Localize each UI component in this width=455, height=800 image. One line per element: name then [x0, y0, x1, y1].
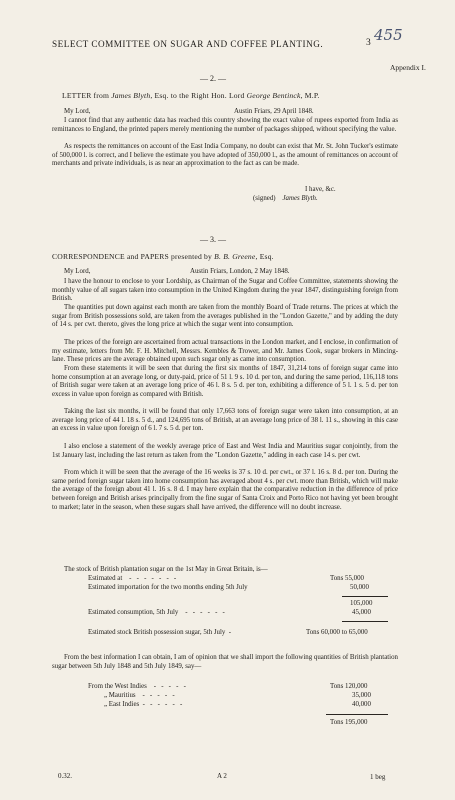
stock-intro: The stock of British plantation sugar on the 1st May in Great Britain, is— — [64, 566, 268, 573]
import-row-label: „ Mauritius - - - - - — [104, 692, 175, 699]
stock-label: Estimated stock British possession sugar, 5th July - — [88, 629, 232, 636]
imports-total-rule — [326, 714, 388, 715]
consumption-rule — [342, 621, 388, 622]
import-row-value: Tons 120,000 — [330, 683, 368, 690]
page-number: 3 — [366, 38, 371, 48]
stock-value: Tons 60,000 to 65,000 — [306, 629, 368, 636]
section-3-paragraph-3: The prices of the foreign are ascertained from actual transactions in the London market, and I enclose, in confirmation of my estimate, letters from Mr. F. H. Mitchell, Messrs. Kembles & Trower, and Mr. James Cook, sugar brokers in Mincing-lane. These prices are the average obtained upon such sugar only as came into consumption. — [52, 339, 398, 364]
section-2-number: — 2. — — [200, 74, 226, 83]
section-3-paragraph-7: From which it will be seen that the average of the 16 weeks is 37 s. 10 d. per cwt., or 37 l. 16 s. 8 d. per ton. During the same period foreign sugar taken into home consumption has averaged about 4 s. per cwt. more than British, which will make the average of the foreign about 41 l. 16 s. 8 d. I may here explain that the comparative reduction in the difference of price between foreign and British arises principally from the fine sugar of Santa Croix and Porto Rico not having yet been brought to market; later in the season, when these sugars shall have arrived, the difference will no doubt increase. — [52, 469, 398, 511]
section-3-paragraph-1: I have the honour to enclose to your Lordship, as Chairman of the Sugar and Coffee Committee, statements showing the monthly value of all sugars taken into consumption in the United Kingdom during the year 1847, distinguishing foreign from British. — [52, 278, 398, 303]
subtotal-rule — [342, 596, 388, 597]
section-3-paragraph-6: I also enclose a statement of the weekly average price of East and West India and Mauritius sugar conjointly, from the 1st January last, including the last return as taken from the "London Gazette," adding in each case 14 s. per cwt. — [52, 443, 398, 459]
section-3-paragraph-4: From these statements it will be seen that during the first six months of 1847, 31,214 tons of foreign sugar came into home consumption at an average long, or duty-paid, price of 51 l. 9 s. 10 d. per ton, and during the same period, 116,118 tons of British sugar were taken at an average long price of 46 l. 8 s. 5 d. per ton, exhibiting a difference of 5 l. 1 s. 5 d. per ton excess in value upon foreign as compared with British. — [52, 365, 398, 399]
section-2-signature: (signed) James Blyth. — [253, 195, 318, 202]
handwritten-page-number: 455 — [374, 26, 403, 44]
import-row-value: 35,000 — [352, 692, 371, 699]
section-3-paragraph-5: Taking the last six months, it will be found that only 17,663 tons of foreign sugar were taken into consumption, at an average long price of 44 l. 18 s. 5 d., and 124,695 tons of British, at an average long price of 38 l. 11 s., showing in this case an excess in value upon foreign of 6 l. 7 s. 5 d. per ton. — [52, 408, 398, 433]
imports-total: Tons 195,000 — [330, 719, 368, 726]
import-row-label: „ East Indies - - - - - - — [104, 701, 183, 708]
estimated-at-label: Estimated at - - - - - - - — [88, 575, 177, 582]
importation-value: 50,000 — [350, 584, 369, 591]
footer-catchword: 1 beg — [370, 773, 386, 781]
subtotal-value: 105,000 — [350, 600, 373, 607]
section-2-closing: I have, &c. — [305, 186, 336, 193]
section-2-salutation: My Lord, — [64, 108, 91, 115]
footer-left: 0.32. — [58, 772, 72, 780]
estimated-at-value: Tons 55,000 — [330, 575, 364, 582]
section-2-paragraph-2: As respects the remittances on account of the East India Company, no doubt can exist that Mr. St. John Tucker's estimate of 500,000 l. is correct, and I believe the estimate you have adopted of 350,000 l., as the amount of remittances on account of merchants and private individuals, is as near an approximation to the fact as can be made. — [52, 143, 398, 168]
appendix-label: Appendix I. — [390, 63, 426, 72]
consumption-value: 45,000 — [352, 609, 371, 616]
import-row-value: 40,000 — [352, 701, 371, 708]
footer-signature-mark: A 2 — [217, 772, 227, 780]
importation-label: Estimated importation for the two months ending 5th July — [88, 584, 248, 591]
section-3-paragraph-2: The quantities put down against each month are taken from the monthly Board of Trade returns. The prices at which the sugar from British possessions sold, are taken from the averages published in the "London Gazette," and by adding the duty of 14 s. per cwt. thereto, gives the long price at which the sugar went into consumption. — [52, 304, 398, 329]
section-3-title: CORRESPONDENCE and PAPERS presented by B. B. Greene, Esq. — [52, 252, 274, 261]
section-2-title: LETTER from James Blyth, Esq. to the Right Hon. Lord George Bentinck, M.P. — [62, 91, 320, 100]
consumption-label: Estimated consumption, 5th July - - - - - - — [88, 609, 225, 616]
section-2-paragraph-1: I cannot find that any authentic data has reached this country showing the exact value of rupees exported from India as remittances to England, the printed papers merely mentioning the number of packages shipped, without specifying the value. — [52, 117, 398, 133]
running-title: SELECT COMMITTEE ON SUGAR AND COFFEE PLANTING. — [52, 39, 324, 49]
section-2-place-date: Austin Friars, 29 April 1848. — [234, 108, 314, 115]
section-3-place-date: Austin Friars, London, 2 May 1848. — [190, 268, 290, 275]
section-3-paragraph-8: From the best information I can obtain, I am of opinion that we shall import the following quantities of British plantation sugar between 5th July 1848 and 5th July 1849, say— — [52, 654, 398, 670]
import-row-label: From the West Indies - - - - - — [88, 683, 186, 690]
section-3-number: — 3. — — [200, 235, 226, 244]
section-3-salutation: My Lord, — [64, 268, 91, 275]
